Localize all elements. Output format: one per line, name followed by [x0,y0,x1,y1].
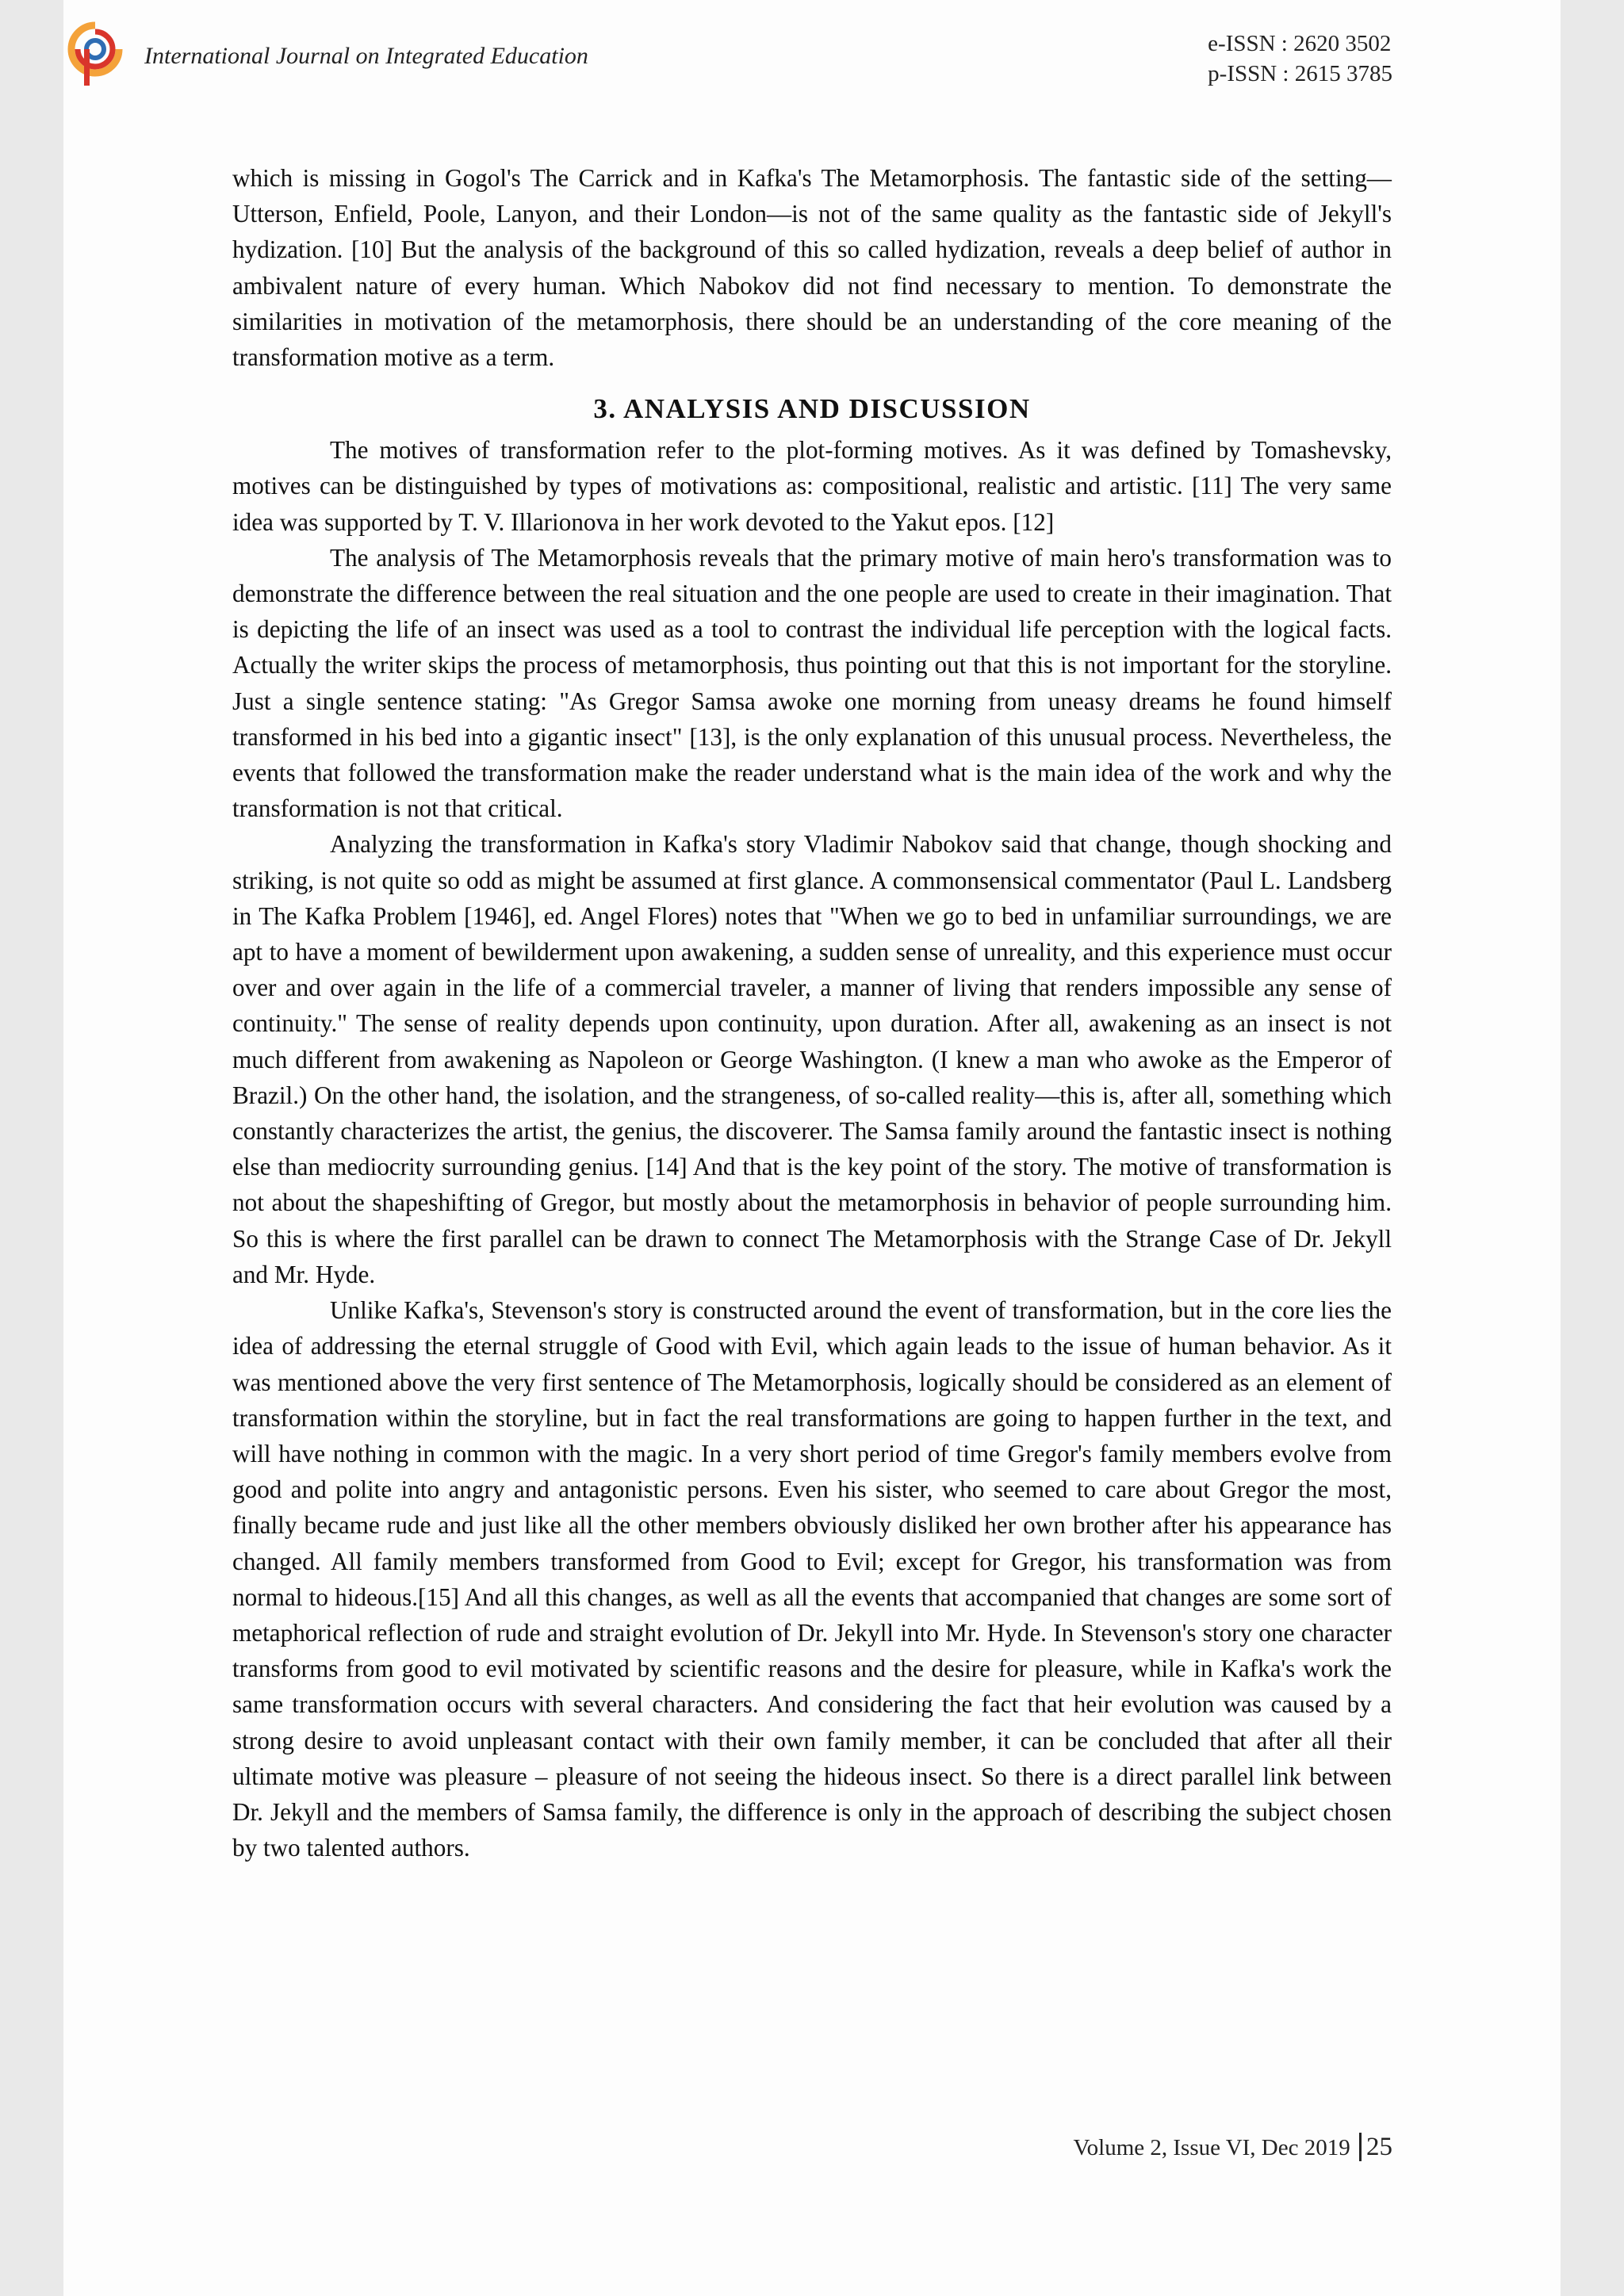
journal-name: International Journal on Integrated Education [144,43,588,69]
e-issn: e-ISSN : 2620 3502 [1208,31,1392,56]
page-number: 25 [1359,2133,1392,2161]
issn-block [1208,29,1392,89]
volume-info: Volume 2, Issue VI, Dec 2019 [1073,2135,1350,2160]
paragraph: The motives of transformation refer to the plot-forming motives. As it was defined by Tomashevsky, motives can be distinguished by types of motivations as: compositional, realistic and artistic. [11] The very same idea was supported by T. V. Illarionova in her work devoted to the Yakut epos. [12] [232,436,1392,536]
paragraph: Unlike Kafka's, Stevenson's story is constructed around the event of transformation, but in the core lies the idea of addressing the eternal struggle of Good with Evil, which again leads to the issue of human behavior. As it was mentioned above the very first sentence of The Metamorphosis, logically should be considered as an element of transformation within the storyline, but in fact the real transformations are going to happen further in the text, and will have nothing in common with the magic. In a very short period of time Gregor's family members evolve from good and polite into angry and antagonistic persons. Even his sister, who seemed to care about Gregor the most, finally became rude and just like all the other members obviously disliked her own brother after his appearance has changed. All family members transformed from Good to Evil; except for Gregor, his transformation was from normal to hideous.[15] And all this changes, as well as all the events that accompanied that changes are some sort of metaphorical reflection of rude and straight evolution of Dr. Jekyll into Mr. Hyde. In Stevenson's story one character transforms from good to evil motivated by scientific reasons and the desire for pleasure, while in Kafka's work the same transformation occurs with several characters. And considering the fact that heir evolution was caused by a strong desire to avoid unpleasant contact with their own family member, it can be concluded that after all their ultimate motive was pleasure – pleasure of not seeing the hideous insect. So there is a direct parallel link between Dr. Jekyll and the members of Samsa family, the difference is only in the approach of describing the subject chosen by two talented authors. [232,1296,1392,1862]
paragraph: The analysis of The Metamorphosis reveals that the primary motive of main hero's transformation was to demonstrate the difference between the real situation and the one people are used to create in their imagination. That is depicting the life of an insect was used as a tool to contrast the individual life perception with the logical facts. Actually the writer skips the process of metamorphosis, thus pointing out that this is not important for the storyline. Just a single sentence stating: "As Gregor Samsa awoke one morning from uneasy dreams he found himself transformed in his bed into a gigantic insect" [13], is the only explanation of this unusual process. Nevertheless, the events that followed the transformation make the reader understand what is the main idea of the work and why the transformation is not that critical. [232,543,1392,823]
p-issn: p-ISSN : 2615 3785 [1208,61,1392,86]
article-body [232,160,1392,1866]
page-footer [1073,2133,1392,2162]
paragraph: Analyzing the transformation in Kafka's story Vladimir Nabokov said that change, though shocking and striking, is not quite so odd as might be assumed at first glance. A commonsensical commentator (Paul L. Landsberg in The Kafka Problem [1946], ed. Angel Flores) notes that "When we go to bed in unfamiliar surroundings, we are apt to have a moment of bewilderment upon awakening, a sudden sense of unreality, and this experience must occur over and over again in the life of a commercial traveler, a manner of living that renders impossible any sense of continuity." The sense of reality depends upon continuity, upon duration. After all, awakening as an insect is not much different from awakening as Napoleon or George Washington. (I knew a man who awoke as the Emperor of Brazil.) On the other hand, the isolation, and the strangeness, of so-called reality—this is, after all, something which constantly characterizes the artist, the genius, the discoverer. The Samsa family around the fantastic insect is nothing else than mediocrity surrounding genius. [14] And that is the key point of the story. The motive of transformation is not about the shapeshifting of Gregor, but mostly about the metamorphosis in behavior of people surrounding him. So this is where the first parallel can be drawn to connect The Metamorphosis with the Strange Case of Dr. Jekyll and Mr. Hyde. [232,830,1392,1288]
page-header [0,0,1624,103]
section-title: 3. ANALYSIS AND DISCUSSION [593,393,1031,425]
intro-paragraph: which is missing in Gogol's The Carrick and in Kafka's The Metamorphosis. The fantastic side of the setting—Utterson, Enfield, Poole, Lanyon, and their London—is not of the same quality as the fantastic side of Jekyll's hydization. [10] But the analysis of the background of this so called hydization, reveals a deep belief of author in ambivalent nature of every human. Which Nabokov did not find necessary to mention. To demonstrate the similarities in motivation of the metamorphosis, there should be an understanding of the core meaning of the transformation motive as a term. [232,164,1392,372]
journal-logo-icon [65,21,125,92]
